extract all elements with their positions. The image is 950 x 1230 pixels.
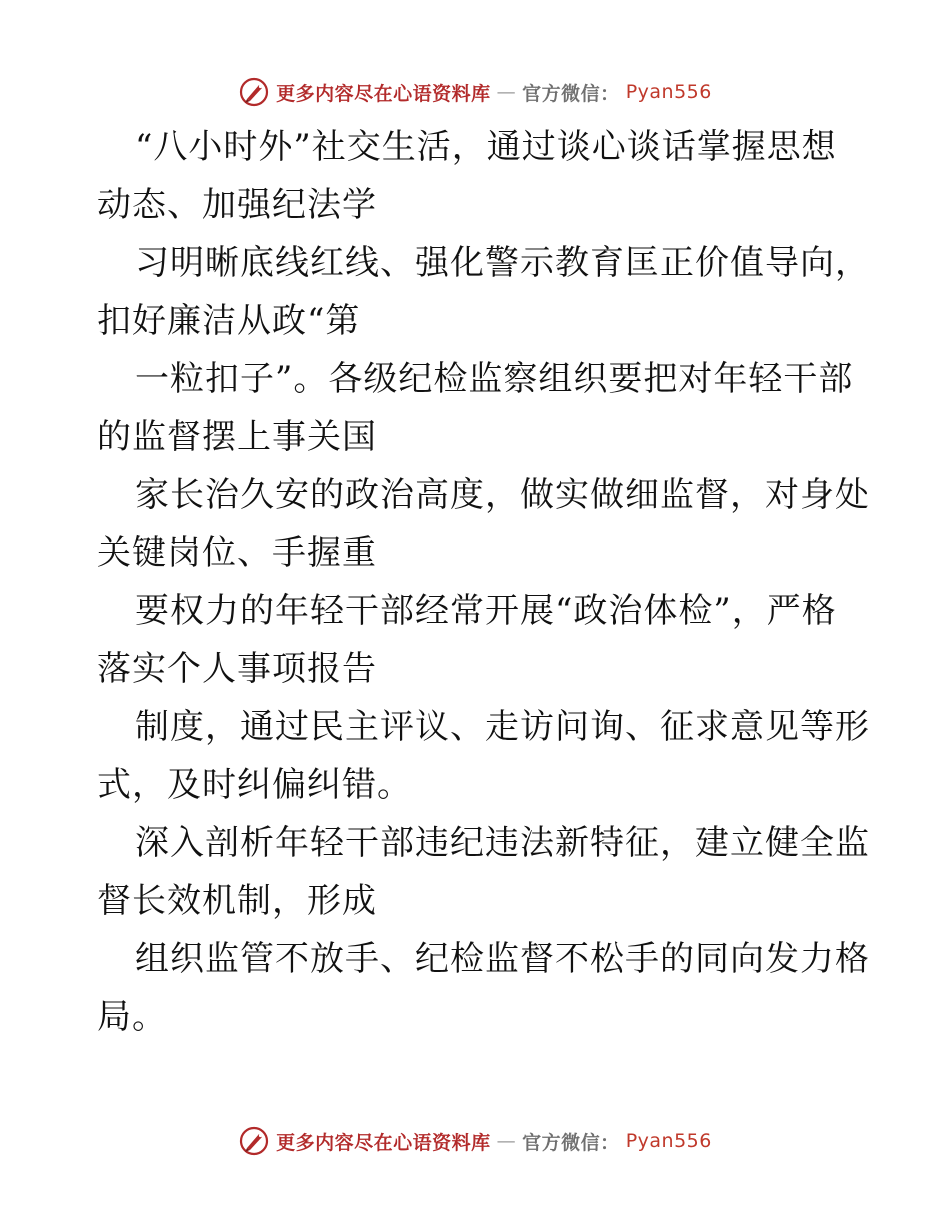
paragraph: [97, 930, 870, 1046]
text-line: 的监督摆上事关国: [97, 417, 377, 457]
text-line: 习明晰底线红线、强化警示教育匡正价值导向，: [135, 243, 870, 283]
pen-logo-icon: [238, 1125, 270, 1157]
footer-watermark: [0, 1121, 950, 1161]
document-body: [97, 118, 870, 1046]
text-line: 局。: [97, 997, 167, 1037]
text-line: 一粒扣子”。各级纪检监察组织要把对年轻干部: [135, 359, 854, 399]
text-line: 组织监管不放手、纪检监督不松手的同向发力格: [135, 939, 870, 979]
watermark-wechat-id: Pyan556: [625, 81, 712, 103]
text-line: 要权力的年轻干部经常开展“政治体检”，严格: [135, 591, 837, 631]
paragraph: [97, 234, 870, 350]
watermark-dash: —: [496, 81, 517, 103]
pen-logo-icon: [238, 76, 270, 108]
text-line: “八小时外”社交生活，通过谈心谈话掌握思想: [135, 127, 837, 167]
text-line: 督长效机制，形成: [97, 881, 377, 921]
text-line: 动态、加强纪法学: [97, 185, 377, 225]
paragraph: [97, 698, 870, 814]
paragraph: [97, 582, 857, 698]
paragraph: [97, 466, 870, 582]
watermark-wechat-label: 官方微信：: [522, 82, 620, 105]
text-line: 落实个人事项报告: [97, 649, 377, 689]
header-watermark: [0, 72, 950, 112]
paragraph: [97, 118, 857, 234]
paragraph: [97, 814, 870, 930]
watermark-dash: —: [496, 1130, 517, 1152]
text-line: 制度，通过民主评议、走访问询、征求意见等形: [135, 707, 870, 747]
text-line: 扣好廉洁从政“第: [97, 301, 361, 341]
text-line: 式，及时纠偏纠错。: [97, 765, 412, 805]
watermark-wechat-label: 官方微信：: [522, 1131, 620, 1154]
text-line: 关键岗位、手握重: [97, 533, 377, 573]
watermark-main-text: 更多内容尽在心语资料库: [276, 82, 491, 105]
paragraph: [97, 350, 857, 466]
watermark-main-text: 更多内容尽在心语资料库: [276, 1131, 491, 1154]
text-line: 家长治久安的政治高度，做实做细监督，对身处: [135, 475, 870, 515]
text-line: 深入剖析年轻干部违纪违法新特征，建立健全监: [135, 823, 870, 863]
watermark-wechat-id: Pyan556: [625, 1130, 712, 1152]
